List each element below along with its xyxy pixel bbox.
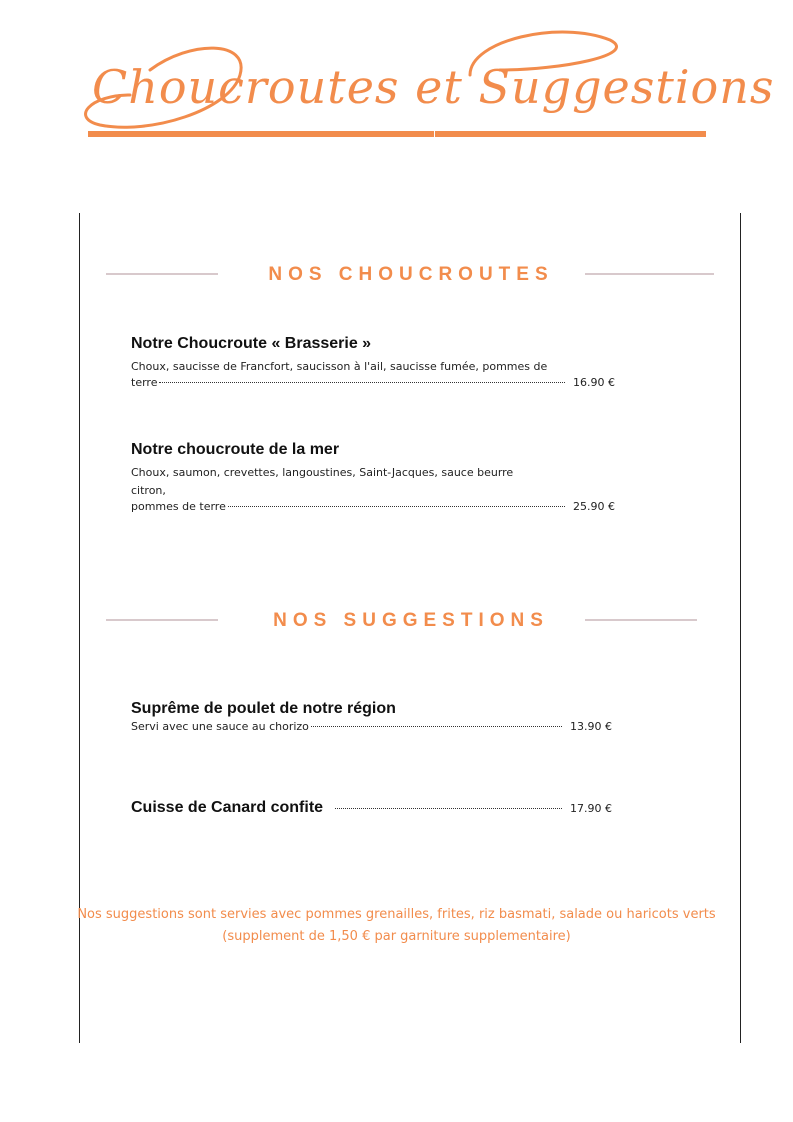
item-description-cont: terre <box>131 376 158 389</box>
item-price: 13.90 € <box>570 720 612 733</box>
section-title: NOS CHOUCROUTES <box>268 264 554 285</box>
item-name: Notre choucroute de la mer <box>131 441 340 458</box>
item-description: Choux, saumon, crevettes, langoustines, Saint-Jacques, sauce beurre citron, <box>131 466 514 497</box>
page-title: Choucroutes et Suggestions <box>92 60 775 114</box>
menu-item <box>131 799 618 817</box>
item-description: Servi avec une sauce au chorizo <box>131 720 309 733</box>
page-header <box>0 0 793 160</box>
leader-dots <box>311 726 562 727</box>
section-header-choucroutes <box>106 264 716 284</box>
item-price: 25.90 € <box>573 500 615 513</box>
leader-dots <box>228 506 565 507</box>
section-header-suggestions <box>106 610 716 630</box>
footnote-line: Nos suggestions sont servies avec pommes grenailles, frites, riz basmati, salade ou haricots verts <box>77 907 716 922</box>
leader-dots <box>159 382 565 383</box>
item-name: Suprême de poulet de notre région <box>131 700 396 717</box>
leader-dots <box>335 808 562 809</box>
item-price: 16.90 € <box>573 376 615 389</box>
item-name: Notre Choucroute « Brasserie » <box>131 335 372 352</box>
section-title: NOS SUGGESTIONS <box>273 610 549 631</box>
item-description-cont: pommes de terre <box>131 500 226 513</box>
footnote <box>0 904 793 948</box>
item-price: 17.90 € <box>570 802 612 815</box>
menu-item <box>131 700 618 733</box>
footnote-line: (supplement de 1,50 € par garniture supplementaire) <box>222 929 571 944</box>
item-description: Choux, saucisse de Francfort, saucisson à l'ail, saucisse fumée, pommes de <box>131 360 548 373</box>
menu-item <box>131 335 621 389</box>
item-name: Cuisse de Canard confite <box>131 799 324 816</box>
menu-item <box>131 441 621 513</box>
